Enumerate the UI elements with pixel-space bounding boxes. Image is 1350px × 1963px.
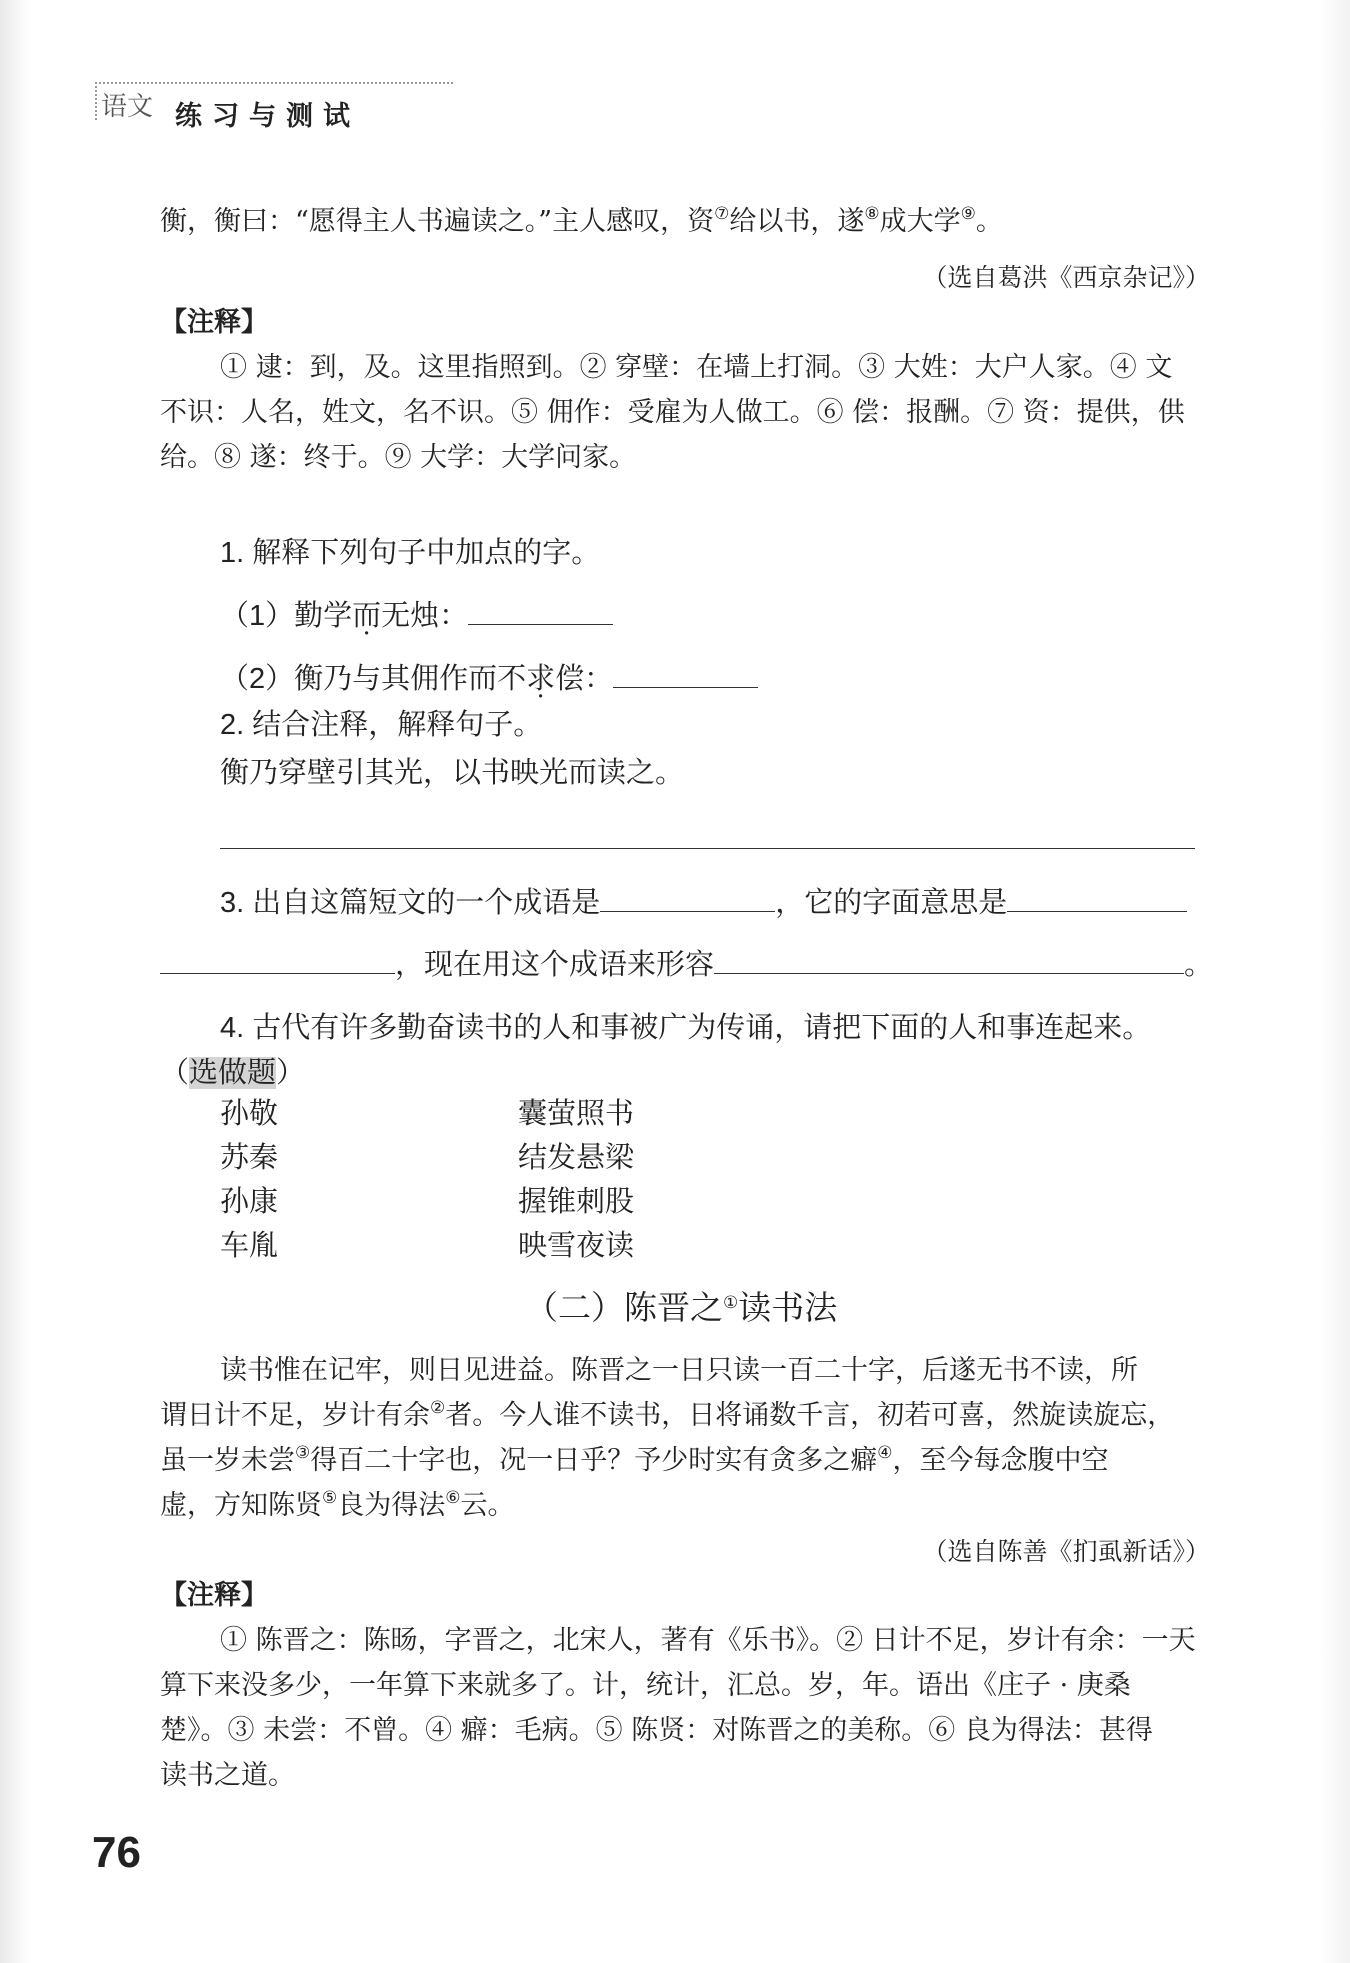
- question-1-1: [220, 593, 613, 634]
- question-4: 4. 古代有许多勤奋读书的人和事被广为传诵，请把下面的人和事连起来。: [220, 1012, 1152, 1044]
- notes2-line: 算下来没多少，一年算下来就多了。计，统计，汇总。岁，年。语出《庄子 · 庚桑: [160, 1670, 1131, 1701]
- story-item[interactable]: 映雪夜读: [518, 1230, 635, 1262]
- footnote-marker: ①: [723, 1293, 739, 1312]
- notes1-heading: 【注释】: [160, 307, 268, 338]
- section2-title-a: （二）陈晋之: [525, 1289, 723, 1326]
- answer-blank[interactable]: [468, 623, 613, 625]
- person-item[interactable]: 苏秦: [220, 1142, 279, 1174]
- notes1-body: [160, 345, 1208, 480]
- notes2-heading: 【注释】: [160, 1580, 268, 1611]
- footnote-marker: ⑤: [322, 1488, 338, 1508]
- person-item[interactable]: 车胤: [220, 1230, 279, 1262]
- optional-label: 选做题: [189, 1057, 277, 1089]
- q1-2-text-a: （2）衡乃与其佣作而不: [220, 663, 527, 695]
- passage1-source: （选自葛洪《西京杂记》）: [922, 263, 1210, 292]
- passage1-text-b: 给以书，遂: [729, 206, 865, 237]
- paren-open: （: [160, 1057, 190, 1089]
- answer-blank[interactable]: [1007, 910, 1187, 912]
- notes2-body: [160, 1618, 1208, 1798]
- question-3-cont: [160, 942, 1213, 983]
- notes1-line: 不识：人名，姓文，名不识。⑤ 佣作：受雇为人做工。⑥ 偿：报酬。⑦ 资：提供，供: [160, 397, 1185, 428]
- footnote-marker: ⑥: [445, 1488, 461, 1508]
- footnote-marker: ②: [430, 1398, 446, 1418]
- notes2-line: 楚》。③ 未尝：不曾。④ 癖：毛病。⑤ 陈贤：对陈晋之的美称。⑥ 良为得法：甚得: [160, 1715, 1153, 1746]
- passage1-tail: [160, 200, 1003, 244]
- passage1-text-a: 衡，衡曰：“愿得主人书遍读之。”主人感叹，资: [160, 206, 715, 237]
- story-item[interactable]: 握锥刺股: [518, 1186, 635, 1218]
- page-number: 76: [92, 1828, 141, 1877]
- question-1: 1. 解释下列句子中加点的字。: [220, 537, 601, 569]
- passage2-line: 虽一岁未尝③得百二十字也，况一日乎？予少时实有贪多之癖④，至今每念腹中空: [160, 1443, 1109, 1476]
- dotted-char: 而: [352, 600, 382, 632]
- answer-blank[interactable]: [600, 910, 775, 912]
- q1-2-text-b: 偿：: [555, 663, 614, 695]
- passage1-text-d: 。: [975, 206, 1003, 237]
- q1-1-text-a: （1）勤学: [220, 600, 353, 632]
- answer-blank[interactable]: [613, 686, 758, 688]
- answer-blank[interactable]: [714, 972, 1184, 974]
- passage2-source: （选自陈善《扪虱新话》）: [922, 1537, 1210, 1566]
- notes1-line: ① 逮：到，及。这里指照到。② 穿壁：在墙上打洞。③ 大姓：大户人家。④ 文: [220, 352, 1173, 383]
- footnote-marker: ④: [877, 1443, 893, 1463]
- person-item[interactable]: 孙康: [220, 1186, 279, 1218]
- question-4-note: [160, 1050, 305, 1091]
- paren-close: ）: [276, 1057, 306, 1089]
- footnote-marker: ⑦: [714, 204, 730, 224]
- section2-title-b: 读书法: [738, 1289, 838, 1326]
- passage2-line: 虚，方知陈贤⑤良为得法⑥云。: [160, 1488, 515, 1521]
- q3-text-c: ，现在用这个成语来形容: [395, 949, 715, 981]
- q3-text-a: 3. 出自这篇短文的一个成语是: [220, 887, 601, 919]
- person-item[interactable]: 孙敬: [220, 1098, 279, 1130]
- notes1-line: 给。⑧ 遂：终于。⑨ 大学：大学问家。: [160, 442, 637, 473]
- answer-blank[interactable]: [160, 972, 395, 974]
- footnote-marker: ⑧: [864, 204, 880, 224]
- stories-column: [518, 1092, 634, 1268]
- header-dotted-rule: [163, 82, 453, 84]
- story-item[interactable]: 囊萤照书: [518, 1098, 635, 1130]
- q1-1-text-b: 无烛：: [381, 600, 469, 632]
- notes2-line: ① 陈晋之：陈旸，字晋之，北宋人，著有《乐书》。② 日计不足，岁计有余：一天: [220, 1625, 1196, 1656]
- footnote-marker: ⑨: [960, 204, 976, 224]
- question-2: 2. 结合注释，解释句子。: [220, 709, 543, 741]
- q3-text-b: ，它的字面意思是: [775, 887, 1008, 919]
- question-1-2: [220, 656, 758, 697]
- people-column: [220, 1092, 278, 1268]
- dotted-char: 求: [526, 663, 556, 695]
- section2-passage: [160, 1348, 1208, 1528]
- q3-text-d: 。: [1184, 949, 1214, 981]
- footnote-marker: ③: [295, 1443, 311, 1463]
- header-subject: 语文: [101, 92, 154, 122]
- passage1-text-c: 成大学: [879, 206, 961, 237]
- answer-line[interactable]: [220, 848, 1195, 849]
- story-item[interactable]: 结发悬梁: [518, 1142, 635, 1174]
- passage2-line: 读书惟在记牢，则日见进益。陈晋之一日只读一百二十字，后遂无书不读，所: [220, 1355, 1138, 1386]
- notes2-line: 读书之道。: [160, 1760, 295, 1791]
- passage2-line: 谓日计不足，岁计有余②者。今人谁不读书，日将诵数千言，初若可喜，然旋读旋忘，: [160, 1398, 1175, 1431]
- question-3: [220, 880, 1187, 921]
- section2-title: [525, 1282, 837, 1329]
- header-title: 练习与测试: [175, 101, 360, 132]
- question-2-sentence: 衡乃穿壁引其光，以书映光而读之。: [220, 757, 685, 789]
